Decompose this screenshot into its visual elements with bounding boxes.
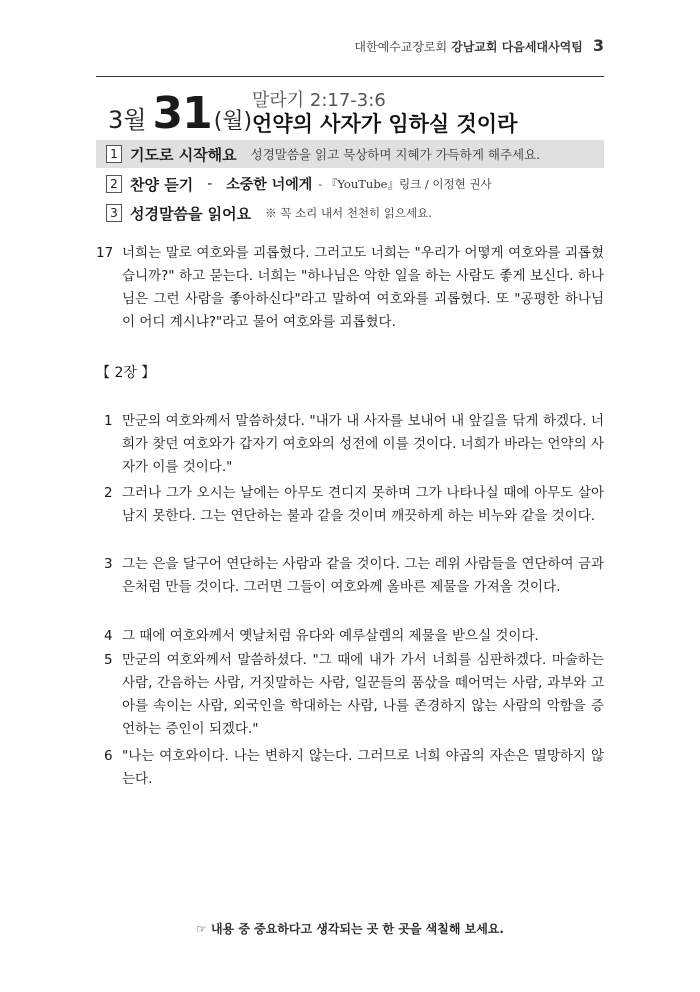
verse-number: 1 — [104, 413, 113, 429]
church-name: 강남교회 다음세대사역팀 — [451, 40, 583, 54]
verse-number: 17 — [96, 245, 114, 261]
verse-number: 4 — [104, 628, 113, 644]
date-day: 31 — [152, 88, 212, 139]
verse-number: 6 — [104, 748, 113, 764]
step-label-prayer: 기도로 시작해요 — [130, 145, 237, 164]
step-label-praise: 찬양 듣기 — [130, 175, 194, 194]
page-number: 3 — [592, 36, 604, 55]
verse-5 — [96, 649, 604, 741]
header-divider — [96, 76, 604, 77]
verse-number: 5 — [104, 652, 113, 668]
page-header — [354, 36, 604, 55]
verse-4 — [96, 625, 604, 648]
verse-text: 그는 은을 달구어 연단하는 사람과 같을 것이다. 그는 레위 사람들을 연단하여 금과 은처럼 만들 것이다. 그러면 그들이 여호와께 올바른 제물을 가져올 것이다. — [122, 556, 604, 595]
step-number-2: 2 — [106, 175, 122, 193]
chapter-heading: 【 2장 】 — [96, 365, 156, 381]
footer-instruction: ☞ 내용 중 중요하다고 생각되는 곳 한 곳을 색칠해 보세요. — [196, 922, 504, 936]
song-title[interactable]: 소중한 너에게 — [226, 177, 313, 193]
verse-number: 2 — [104, 485, 113, 501]
song-link-info[interactable]: - 『YouTube』링크 / 이정현 권사 — [318, 177, 492, 191]
date-weekday: (월) — [213, 109, 253, 134]
step-desc-prayer: 성경말씀을 읽고 묵상하며 지혜가 가득하게 해주세요. — [250, 147, 541, 162]
verse-6 — [96, 745, 604, 791]
verse-text: 만군의 여호와께서 말씀하셨다. "그 때에 내가 가서 너희를 심판하겠다. 마술하는 사람, 간음하는 사람, 거짓말하는 사람, 일꾼들의 품삯을 떼어먹는 사람, 과부와 고아를 속이는 사람, 외국인을 학대하는 사람, 나를 존경하지 않는 사람의 악함을 증언하는 증인이 되겠다." — [122, 652, 604, 737]
verse-text: "나는 여호와이다. 나는 변하지 않는다. 그러므로 너희 야곱의 자손은 멸망하지 않는다. — [122, 748, 604, 787]
verse-17 — [96, 242, 604, 334]
step-number-1: 1 — [106, 145, 122, 163]
step-read — [96, 199, 604, 227]
verse-2 — [96, 482, 604, 528]
verse-1 — [96, 410, 604, 479]
step-desc-read: ※ 꼭 소리 내서 천천히 읽으세요. — [265, 206, 432, 220]
step-prayer — [96, 140, 604, 168]
verse-text: 그 때에 여호와께서 옛날처럼 유다와 예루살렘의 제물을 받으실 것이다. — [122, 628, 539, 644]
scripture-reference: 말라기 2:17-3:6 — [252, 90, 386, 111]
step-label-read: 성경말씀을 읽어요 — [130, 204, 252, 223]
verse-number: 3 — [104, 556, 113, 572]
date-month: 3월 — [108, 106, 147, 134]
org-name: 대한예수교장로회 — [354, 40, 448, 54]
page-title: 언약의 사자가 임하실 것이라 — [252, 112, 518, 136]
verse-3 — [96, 553, 604, 599]
step-praise — [96, 170, 604, 198]
date-block — [108, 88, 252, 139]
step-dash: - — [207, 176, 213, 192]
verse-text: 만군의 여호와께서 말씀하셨다. "내가 내 사자를 보내어 내 앞길을 닦게 하겠다. 너희가 찾던 여호와가 갑자기 여호와의 성전에 이를 것이다. 너희가 바라는 언약의 사자가 이를 것이다." — [122, 413, 604, 475]
verse-text: 그러나 그가 오시는 날에는 아무도 견디지 못하며 그가 나타나실 때에 아무도 살아 남지 못한다. 그는 연단하는 불과 같을 것이며 깨끗하게 하는 비누와 같을 것이다. — [122, 485, 604, 524]
verse-text: 너희는 말로 여호와를 괴롭혔다. 그러고도 너희는 "우리가 어떻게 여호와를 괴롭혔습니까?" 하고 묻는다. 너희는 "하나님은 악한 일을 하는 사람도 좋게 보신다. 하나님은 그런 사람을 좋아하신다"라고 말하여 여호와를 괴롭혔다. 또 "공평한 하나님이 어디 계시냐?"라고 물어 여호와를 괴롭혔다. — [122, 245, 604, 330]
step-number-3: 3 — [106, 204, 122, 222]
